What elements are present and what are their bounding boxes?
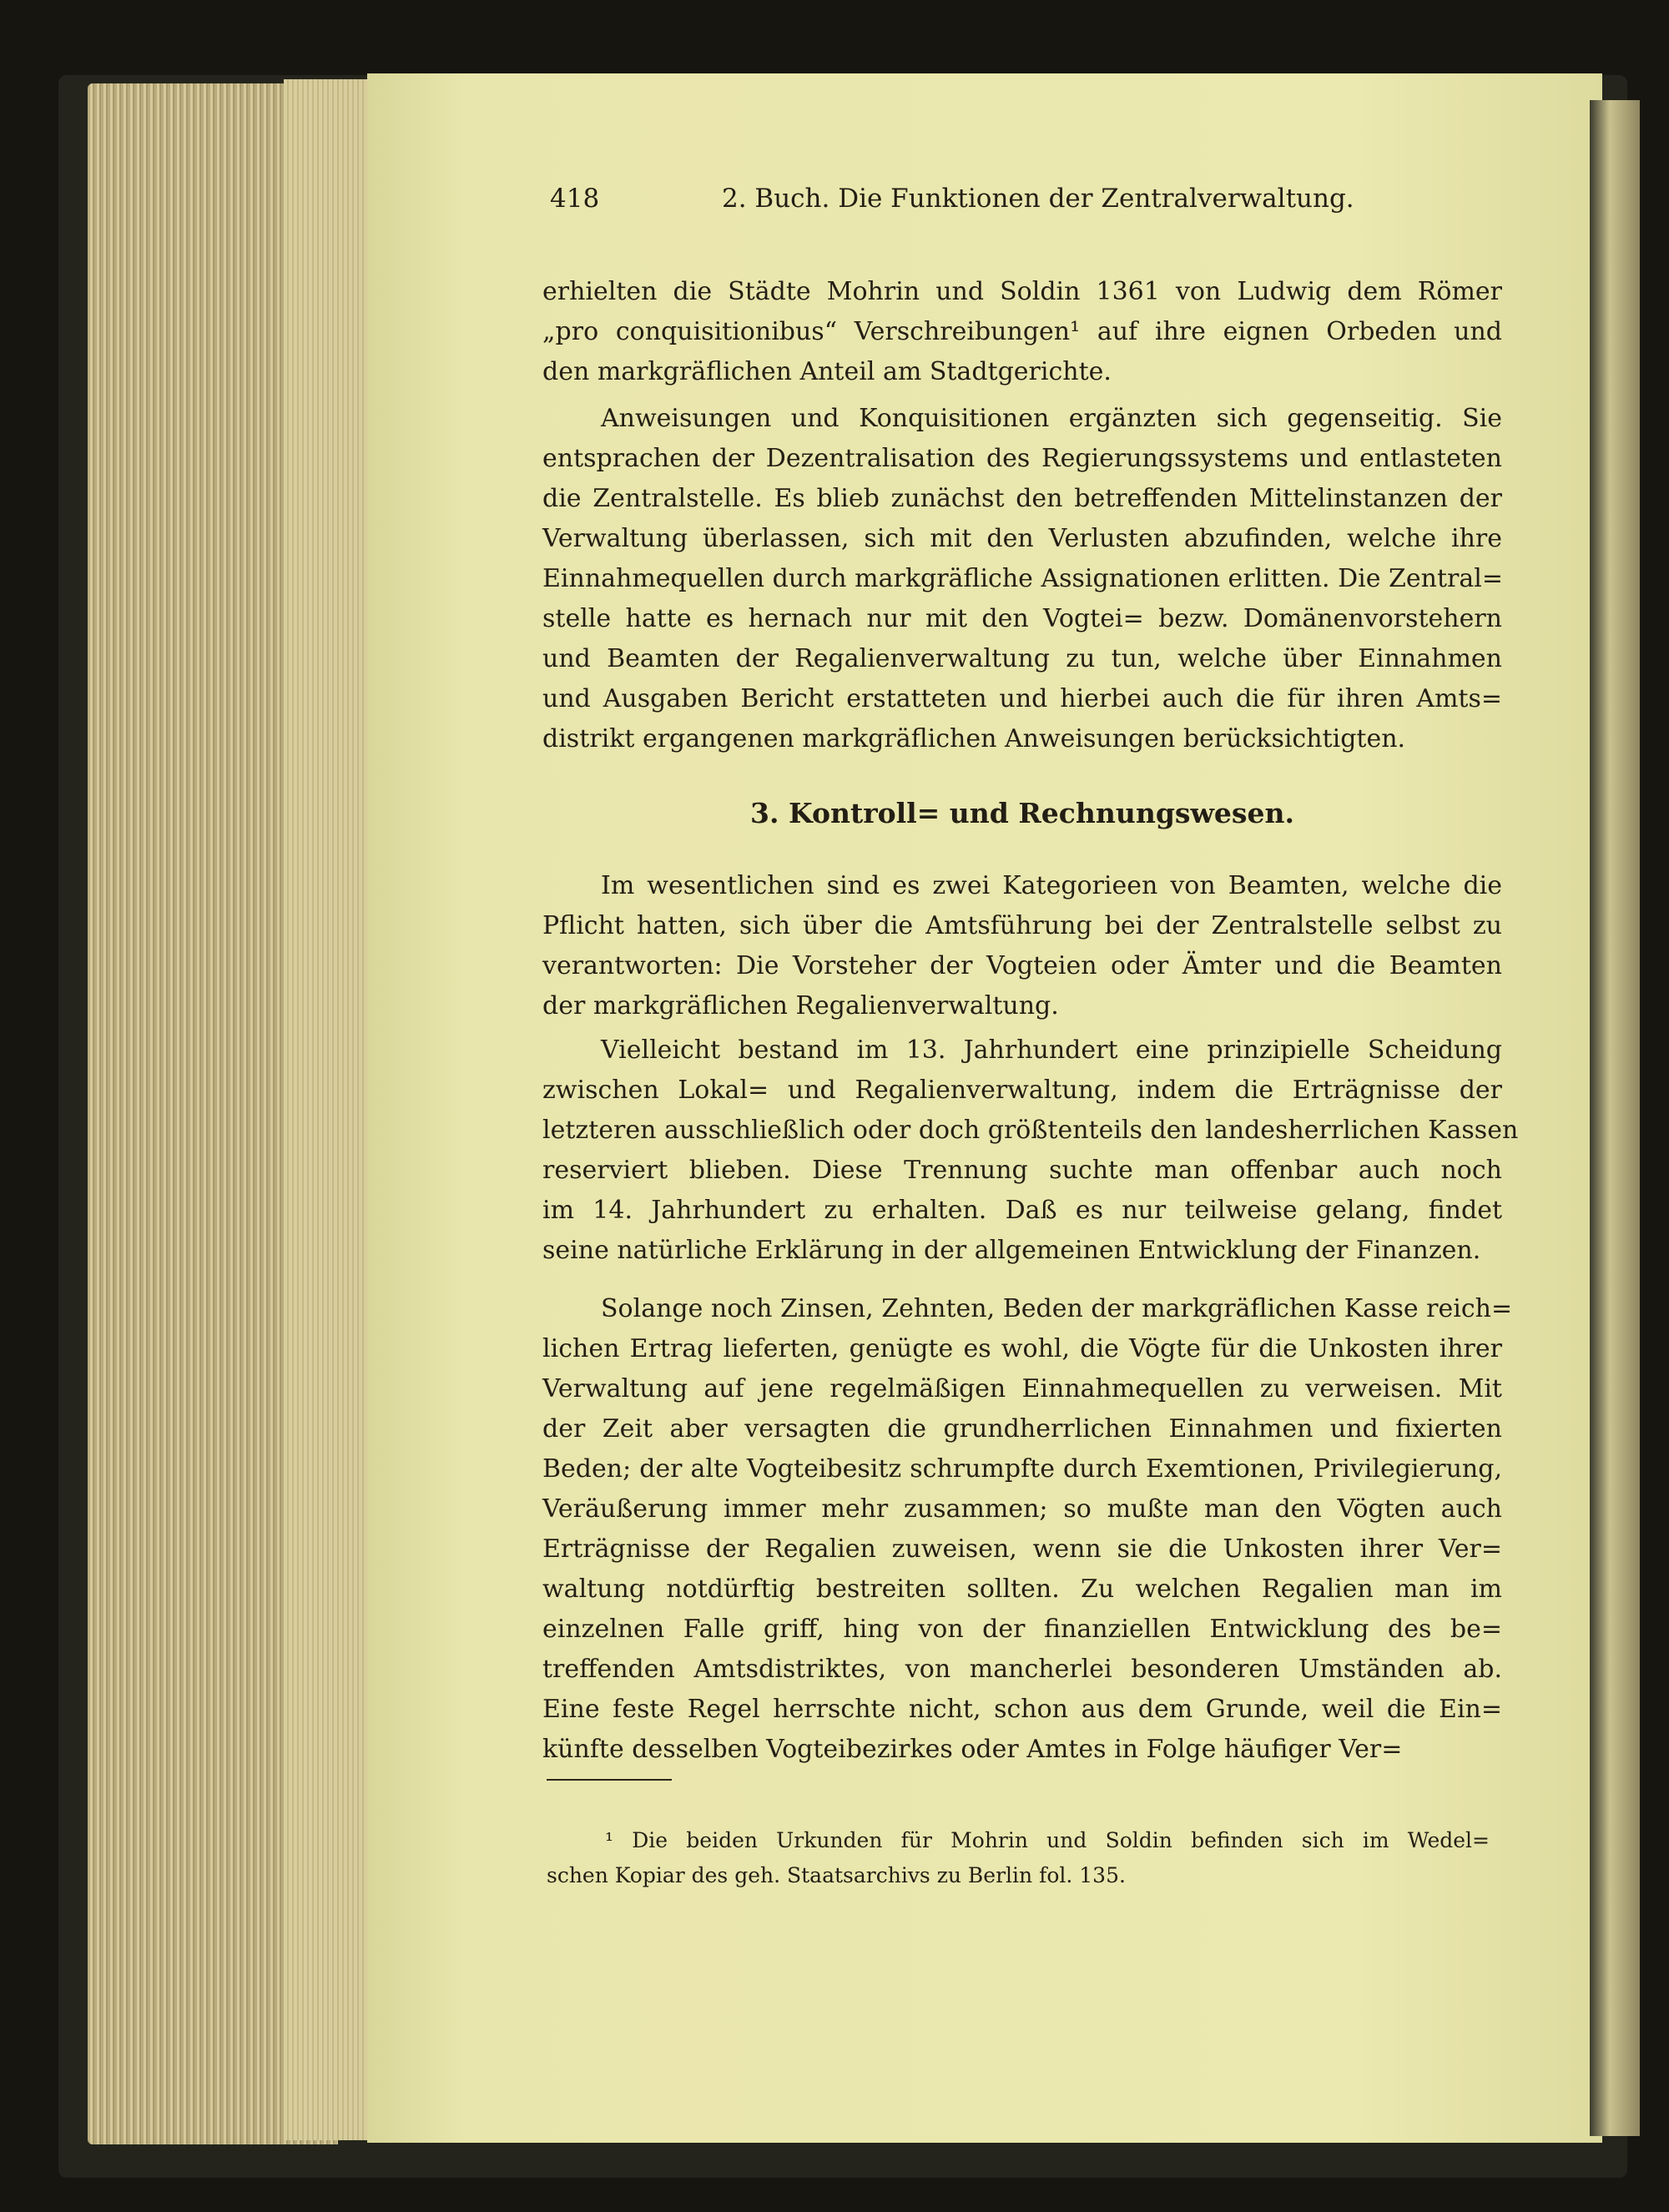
text-line: distrikt ergangenen markgräflichen Anweisungen berücksichtigten. <box>542 724 1406 753</box>
text-line: und Beamten der Regalienverwaltung zu tun, welche über Einnahmen <box>542 644 1502 673</box>
text-line: zwischen Lokal= und Regalienverwaltung, indem die Erträgnisse der <box>542 1076 1502 1105</box>
text-line: Anweisungen und Konquisitionen ergänzten sich gegenseitig. Sie <box>601 404 1502 433</box>
text-line: die Zentralstelle. Es blieb zunächst den betreffenden Mittelinstanzen der <box>542 484 1502 513</box>
page-stack-edges-inner <box>284 79 376 2140</box>
page-number: 418 <box>550 184 600 214</box>
text-line: der Zeit aber versagten die grundherrlichen Einnahmen und fixierten <box>542 1414 1502 1444</box>
text-line: einzelnen Falle griff, hing von der finanziellen Entwicklung des be= <box>542 1615 1502 1644</box>
text-line: der markgräflichen Regalienverwaltung. <box>542 991 1059 1020</box>
text-line: entsprachen der Dezentralisation des Regierungssystems und entlasteten <box>542 444 1502 473</box>
text-line: „pro conquisitionibus“ Verschreibungen¹ auf ihre eignen Orbeden und <box>542 317 1502 346</box>
text-line: schen Kopiar des geh. Staatsarchivs zu Berlin fol. 135. <box>547 1863 1126 1887</box>
text-line: treffenden Amtsdistriktes, von mancherlei besonderen Umständen ab. <box>542 1655 1502 1684</box>
text-line: lichen Ertrag lieferten, genügte es wohl, die Vögte für die Unkosten ihrer <box>542 1334 1502 1363</box>
text-line: Beden; der alte Vogteibesitz schrumpfte durch Exemtionen, Privilegierung, <box>542 1454 1502 1484</box>
paragraph <box>542 1289 1513 1770</box>
text-line: verantworten: Die Vorsteher der Vogteien oder Ämter und die Beamten <box>542 951 1502 980</box>
text-line: den markgräflichen Anteil am Stadtgerichte. <box>542 357 1112 386</box>
text-line: Einnahmequellen durch markgräfliche Assignationen erlitten. Die Zentral= <box>542 564 1503 593</box>
text-line: künfte desselben Vogteibezirkes oder Amtes in Folge häufiger Ver= <box>542 1735 1403 1764</box>
text-line: reserviert blieben. Diese Trennung suchte man offenbar auch noch <box>542 1156 1502 1185</box>
text-line: stelle hatte es hernach nur mit den Vogtei= bezw. Domänenvorstehern <box>542 604 1502 633</box>
text-line: im 14. Jahrhundert zu erhalten. Daß es nur teilweise gelang, findet <box>542 1196 1502 1225</box>
running-title: 2. Buch. Die Funktionen der Zentralverwaltung. <box>722 184 1354 214</box>
paragraph <box>542 399 1502 759</box>
footnote-rule <box>547 1779 672 1781</box>
text-line: und Ausgaben Bericht erstatteten und hierbei auch die für ihren Amts= <box>542 684 1502 713</box>
text-line: Verwaltung überlassen, sich mit den Verlusten abzufinden, welche ihre <box>542 524 1502 553</box>
text-line: Eine feste Regel herrschte nicht, schon aus dem Grunde, weil die Ein= <box>542 1695 1502 1724</box>
section-heading: 3. Kontroll= und Rechnungswesen. <box>750 797 1294 829</box>
text-line: waltung notdürftig bestreiten sollten. Zu welchen Regalien man im <box>542 1575 1502 1604</box>
text-line: erhielten die Städte Mohrin und Soldin 1361 von Ludwig dem Römer <box>542 277 1502 306</box>
text-line: ¹ Die beiden Urkunden für Mohrin und Soldin befinden sich im Wedel= <box>605 1828 1490 1852</box>
footnote <box>547 1823 1490 1893</box>
text-line: Erträgnisse der Regalien zuweisen, wenn sie die Unkosten ihrer Ver= <box>542 1534 1502 1564</box>
text-line: Im wesentlichen sind es zwei Kategorieen von Beamten, welche die <box>601 871 1502 900</box>
paragraph <box>542 272 1502 392</box>
text-line: Pflicht hatten, sich über die Amtsführung bei der Zentralstelle selbst zu <box>542 911 1502 940</box>
facing-page-edge <box>1590 100 1640 2136</box>
text-line: letzteren ausschließlich oder doch größtenteils den landesherrlichen Kassen <box>542 1116 1519 1145</box>
paragraph <box>542 1030 1519 1271</box>
paragraph <box>542 866 1502 1026</box>
text-line: Solange noch Zinsen, Zehnten, Beden der markgräflichen Kasse reich= <box>601 1294 1513 1323</box>
text-line: Veräußerung immer mehr zusammen; so mußte man den Vögten auch <box>542 1494 1502 1524</box>
text-line: Verwaltung auf jene regelmäßigen Einnahmequellen zu verweisen. Mit <box>542 1374 1502 1403</box>
text-line: Vielleicht bestand im 13. Jahrhundert eine prinzipielle Scheidung <box>601 1035 1502 1065</box>
text-line: seine natürliche Erklärung in der allgemeinen Entwicklung der Finanzen. <box>542 1236 1481 1265</box>
